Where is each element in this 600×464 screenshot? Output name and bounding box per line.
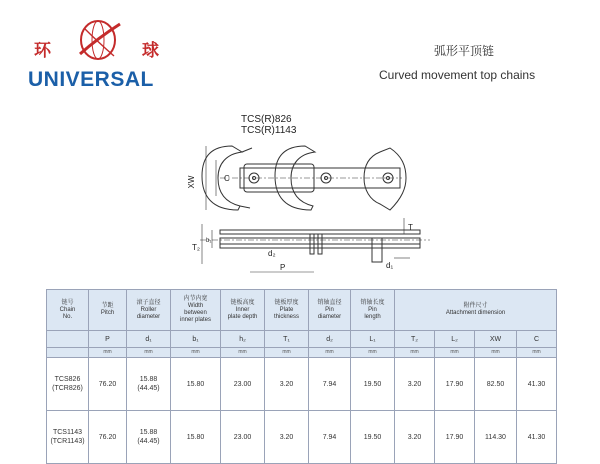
unit-xw: mm [475, 348, 517, 358]
sym-xw: XW [475, 331, 517, 348]
page-title-en: Curved movement top chains [379, 68, 536, 82]
label-t2: T₂ [192, 243, 200, 252]
sym-l2: L₂ [435, 331, 475, 348]
sym-d2: d₂ [309, 331, 351, 348]
label-xw: XW [187, 175, 196, 189]
cell-model: TCS826 (TCR826) [47, 358, 89, 411]
header-chain-no: 链号 Chain No. [47, 290, 89, 331]
sym-c: C [517, 331, 557, 348]
sym-l1: L₁ [351, 331, 395, 348]
unit-h2: mm [221, 348, 265, 358]
sym-t2: T₂ [395, 331, 435, 348]
header-attachment: 附件尺寸 Attachment dimension [395, 290, 557, 331]
company-logo [28, 16, 168, 96]
unit-t1: mm [265, 348, 309, 358]
cell-l2: 17.90 [435, 411, 475, 464]
cell-t2: 3.20 [395, 358, 435, 411]
unit-l2: mm [435, 348, 475, 358]
unit-pitch: mm [89, 348, 127, 358]
logo-cn-left: 环 [34, 41, 51, 61]
header-inner-width: 内节内宽 Width between inner plates [171, 290, 221, 331]
logo-brand: UNIVERSAL [28, 68, 154, 91]
label-p: P [280, 263, 286, 272]
unit-d2: mm [309, 348, 351, 358]
header-plate-thickness: 链板厚度 Plate thickness [265, 290, 309, 331]
cell-roller: 15.88 (44.45) [127, 358, 171, 411]
sym-h2: h₂ [221, 331, 265, 348]
unit-t2: mm [395, 348, 435, 358]
dimension-table [46, 289, 556, 464]
cell-t2: 3.20 [395, 411, 435, 464]
cell-xw: 82.50 [475, 358, 517, 411]
logo-cn-right: 球 [142, 41, 159, 61]
header-pin-diameter: 销轴直径 Pin diameter [309, 290, 351, 331]
cell-t1: 3.20 [265, 411, 309, 464]
table-row [47, 411, 557, 464]
unit-roller: mm [127, 348, 171, 358]
cell-l1: 19.50 [351, 358, 395, 411]
model-label-826: TCS(R)826 [241, 114, 292, 125]
header-plate-depth: 链板高度 Inner plate depth [221, 290, 265, 331]
sym-t1: T₁ [265, 331, 309, 348]
label-b1: b₁ [206, 238, 212, 244]
cell-d2: 7.94 [309, 358, 351, 411]
header-pitch: 节距 Pitch [89, 290, 127, 331]
cell-h2: 23.00 [221, 411, 265, 464]
cell-d2: 7.94 [309, 411, 351, 464]
sym-roller: d₁ [127, 331, 171, 348]
unit-c: mm [517, 348, 557, 358]
cell-l2: 17.90 [435, 358, 475, 411]
label-t: T [408, 223, 413, 232]
page-title-cn: 弧形平顶链 [434, 44, 495, 58]
cell-t1: 3.20 [265, 358, 309, 411]
unit-chain [47, 348, 89, 358]
cell-l1: 19.50 [351, 411, 395, 464]
sym-b1: b₁ [171, 331, 221, 348]
label-d1: d₁ [386, 261, 394, 270]
top-view [202, 146, 406, 210]
unit-l1: mm [351, 348, 395, 358]
cell-pitch: 76.20 [89, 358, 127, 411]
chain-technical-drawing [180, 138, 413, 280]
cell-b1: 15.80 [171, 358, 221, 411]
cell-c: 41.30 [517, 358, 557, 411]
cell-c: 41.30 [517, 411, 557, 464]
sym-pitch: P [89, 331, 127, 348]
label-d2: d₂ [268, 249, 276, 258]
side-view [200, 218, 430, 272]
cell-model: TCS1143 (TCR1143) [47, 411, 89, 464]
table-row [47, 358, 557, 411]
unit-b1: mm [171, 348, 221, 358]
header-pin-length: 销轴长度 Pin length [351, 290, 395, 331]
cell-roller: 15.88 (44.45) [127, 411, 171, 464]
cell-xw: 114.30 [475, 411, 517, 464]
label-c: C [224, 174, 230, 183]
header-roller-diameter: 滚子直径 Roller diameter [127, 290, 171, 331]
cell-h2: 23.00 [221, 358, 265, 411]
cell-b1: 15.80 [171, 411, 221, 464]
model-labels [241, 114, 296, 136]
model-label-1143: TCS(R)1143 [241, 125, 297, 136]
cell-pitch: 76.20 [89, 411, 127, 464]
sym-chain [47, 331, 89, 348]
